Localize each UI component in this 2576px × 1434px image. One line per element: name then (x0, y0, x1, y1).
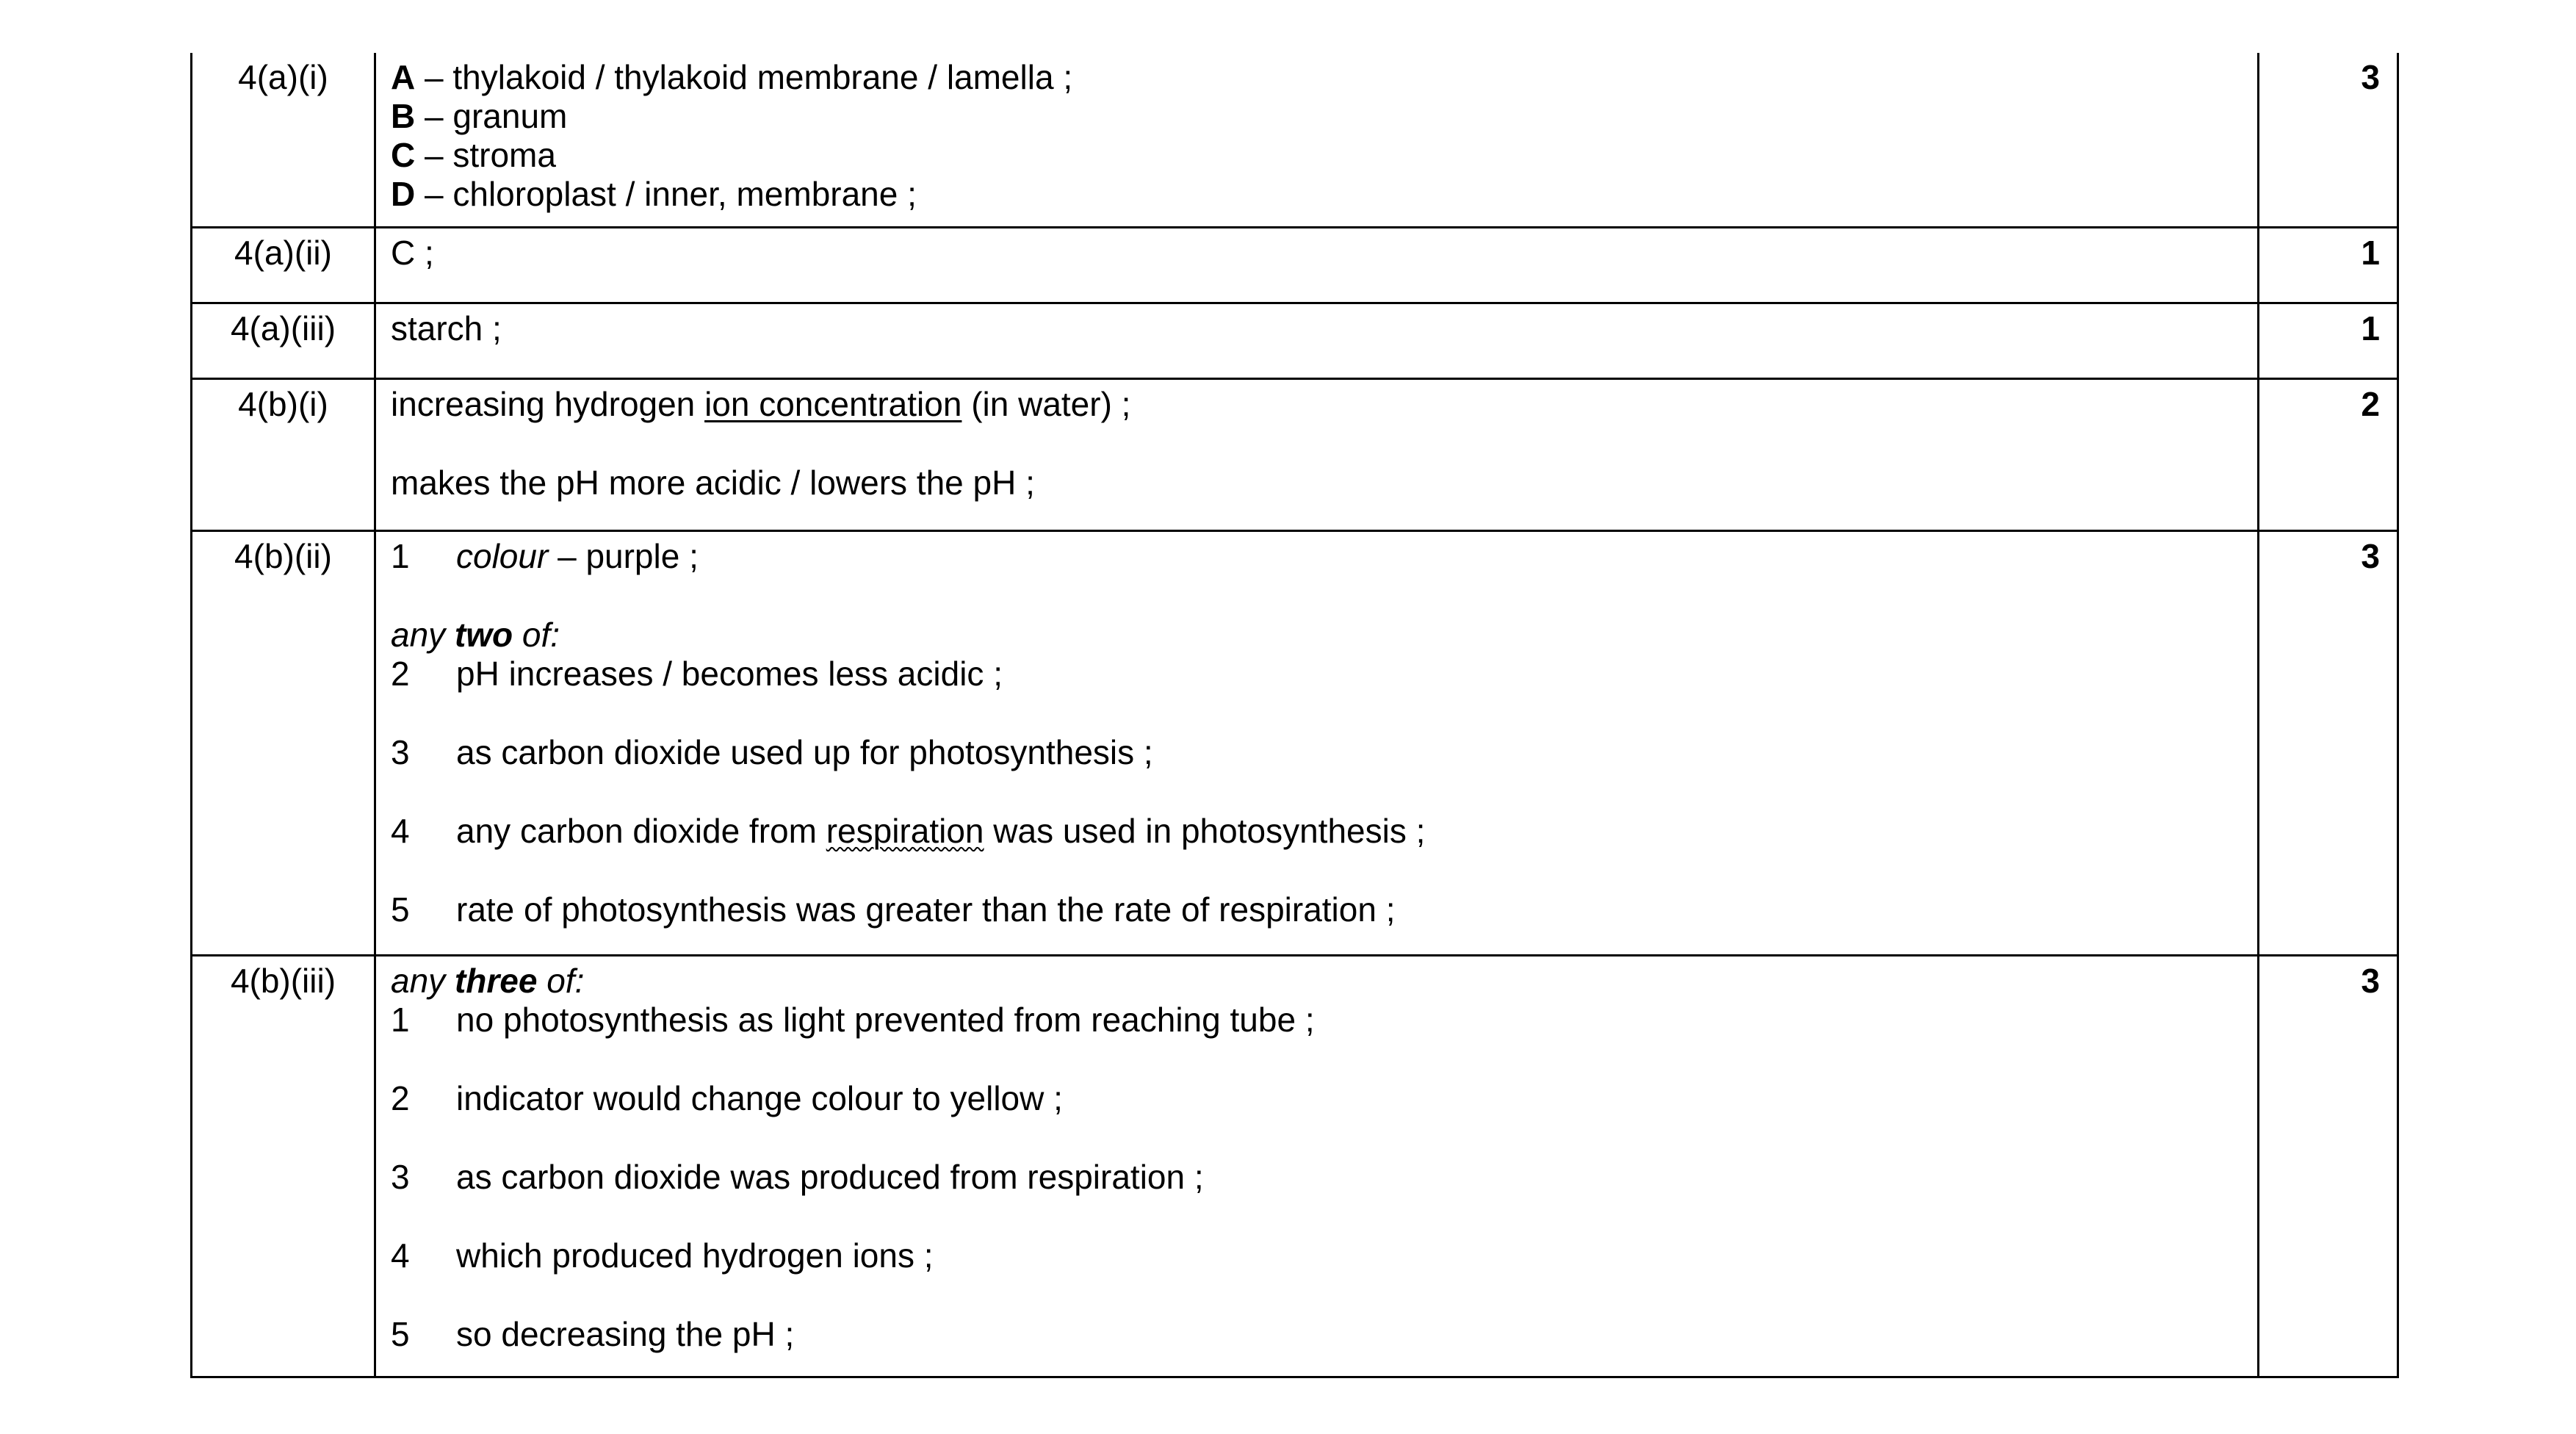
answer-text: any (391, 615, 455, 654)
answer-text: – stroma (415, 136, 556, 174)
answer-text: – chloroplast / inner, membrane ; (415, 175, 917, 213)
answer-text: of: (513, 615, 560, 654)
marks-value: 3 (2259, 955, 2398, 1377)
label-c: C (391, 136, 416, 174)
point-number: 1 (391, 536, 410, 575)
answer-text: indicator would change colour to yellow ; (456, 1078, 1063, 1117)
marking-point (391, 733, 2243, 772)
marking-point (391, 1315, 2243, 1354)
point-number: 2 (391, 1078, 410, 1117)
any-count: three (454, 961, 538, 1000)
table-row (192, 227, 2398, 303)
answer-text: which produced hydrogen ions ; (456, 1236, 934, 1275)
point-number: 4 (391, 811, 410, 850)
underlined-term: ion concentration (704, 384, 962, 423)
point-number: 3 (391, 1157, 410, 1196)
table-row (192, 530, 2398, 955)
marks-value: 1 (2259, 227, 2398, 303)
question-number: 4(a)(i) (192, 53, 375, 227)
marks-value: 3 (2259, 53, 2398, 227)
answer-text: (in water) ; (962, 384, 1131, 423)
table-row (192, 955, 2398, 1377)
point-number: 5 (391, 1314, 410, 1353)
answer-text: – granum (415, 97, 568, 135)
table-row (192, 53, 2398, 227)
label-d: D (391, 175, 416, 213)
answer-line (391, 136, 2243, 175)
answer-cell (375, 530, 2259, 955)
table-row (192, 303, 2398, 378)
any-of-heading (391, 962, 2243, 1001)
answer-text: so decreasing the pH ; (456, 1314, 795, 1353)
label-a: A (391, 58, 416, 96)
marking-point (391, 1001, 2243, 1040)
any-of-heading (391, 616, 2243, 655)
spellcheck-underlined-word: respiration (826, 811, 984, 850)
answer-text: starch ; (391, 309, 502, 347)
label-b: B (391, 97, 416, 135)
any-count: two (454, 615, 513, 654)
answer-text: pH increases / becomes less acidic ; (456, 654, 1003, 693)
answer-line (391, 385, 2243, 424)
answer-text: – thylakoid / thylakoid membrane / lamella ; (415, 58, 1073, 96)
answer-cell (375, 53, 2259, 227)
answer-text: any carbon dioxide from (456, 811, 826, 850)
answer-text: makes the pH more acidic / lowers the pH ; (391, 463, 1035, 502)
point-number: 4 (391, 1236, 410, 1275)
marking-point (391, 1158, 2243, 1197)
answer-text: as carbon dioxide was produced from respiration ; (456, 1157, 1204, 1196)
answer-text: rate of photosynthesis was greater than the rate of respiration ; (456, 890, 1396, 929)
marking-point (391, 1079, 2243, 1118)
question-number: 4(a)(ii) (192, 227, 375, 303)
point-number: 3 (391, 732, 410, 771)
answer-text: was used in photosynthesis ; (984, 811, 1426, 850)
marking-point (391, 537, 2243, 576)
marking-point (391, 1236, 2243, 1275)
question-number: 4(b)(iii) (192, 955, 375, 1377)
point-number: 2 (391, 654, 410, 693)
answer-line (391, 58, 2243, 97)
answer-cell (375, 955, 2259, 1377)
question-number: 4(a)(iii) (192, 303, 375, 378)
answer-cell (375, 303, 2259, 378)
answer-line (391, 97, 2243, 136)
answer-cell (375, 227, 2259, 303)
marking-point (391, 890, 2243, 929)
answer-text: no photosynthesis as light prevented from reaching tube ; (456, 1000, 1315, 1039)
marking-point (391, 655, 2243, 693)
answer-text: any (391, 961, 455, 1000)
marking-point (391, 812, 2243, 851)
answer-line (391, 175, 2243, 214)
answer-text: increasing hydrogen (391, 384, 705, 423)
table-row (192, 378, 2398, 530)
marks-value: 3 (2259, 530, 2398, 955)
marks-value: 1 (2259, 303, 2398, 378)
answer-cell (375, 378, 2259, 530)
question-number: 4(b)(i) (192, 378, 375, 530)
question-number: 4(b)(ii) (192, 530, 375, 955)
answer-text: C ; (391, 233, 434, 272)
point-number: 1 (391, 1000, 410, 1039)
mark-scheme-table (190, 53, 2399, 1378)
point-number: 5 (391, 890, 410, 929)
answer-text: – purple ; (548, 536, 699, 575)
answer-text: colour (456, 536, 549, 575)
marks-value: 2 (2259, 378, 2398, 530)
answer-text: as carbon dioxide used up for photosynthesis ; (456, 732, 1153, 771)
answer-text: of: (537, 961, 585, 1000)
